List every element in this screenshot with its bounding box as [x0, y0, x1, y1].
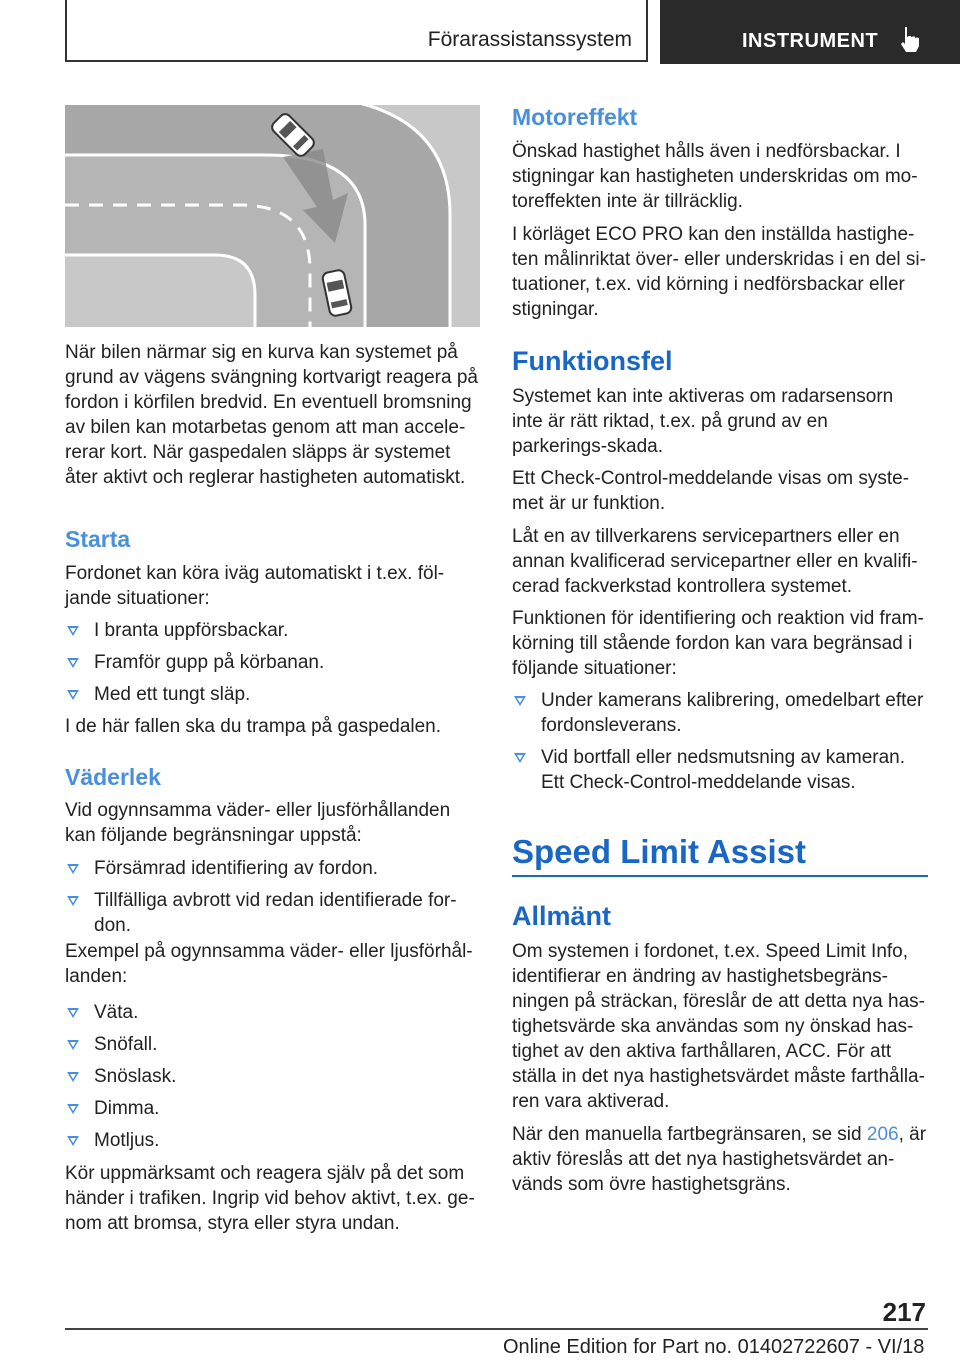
heading-funktionsfel: Funktionsfel — [512, 346, 673, 376]
footer-rule — [65, 1328, 928, 1330]
list-item: Väta. — [65, 1000, 480, 1025]
list-item: Snöfall. — [65, 1032, 480, 1057]
vaderlek-list — [65, 856, 480, 938]
triangle-bullet-icon — [514, 753, 526, 763]
intro-paragraph: När bilen närmar sig en kurva kan systemet på grund av vägens svängning kortvarigt reagera på fordon i körfilen bredvid. En eventuell bromsning av bilen kan motarbetas genom att man accele-rerar kort. När gaspedalen släpps är systemet åter aktivt och reglerar hastigheten automatiskt. — [65, 342, 478, 488]
starta-text: Fordonet kan köra iväg automatiskt i t.ex. föl-jande situationer: — [65, 563, 445, 609]
heading-speed-limit-assist: Speed Limit Assist — [512, 833, 807, 870]
triangle-bullet-icon — [67, 1072, 79, 1082]
triangle-bullet-icon — [67, 896, 79, 906]
triangle-bullet-icon — [67, 1008, 79, 1018]
heading-motoreffekt: Motoreffekt — [512, 104, 638, 130]
heading-vaderlek: Väderlek — [65, 764, 161, 790]
funktionsfel-list — [512, 688, 928, 795]
footer-edition: Online Edition for Part no. 01402722607 - VI/18 — [503, 1336, 925, 1358]
chapter-tab-label: INSTRUMENT — [742, 30, 879, 52]
section-title: Förarassistanssystem — [427, 28, 632, 51]
hand-pointer-icon — [896, 24, 926, 54]
funktionsfel-p1: Systemet kan inte aktiveras om radarsensorn inte är rätt riktad, t.ex. på grund av en parkerings-skada. — [512, 386, 894, 457]
funktionsfel-p3: Låt en av tillverkarens servicepartners eller en annan kvalificerad servicepartner eller en kvalifi-cerad fackverkstad kontrollera systemet. — [512, 526, 918, 597]
triangle-bullet-icon — [67, 1136, 79, 1146]
list-item: Försämrad identifiering av fordon. — [65, 856, 480, 881]
section-divider — [512, 875, 928, 877]
header-section-box — [65, 0, 648, 62]
heading-allmant: Allmänt — [512, 901, 612, 931]
vaderlek-text2: Exempel på ogynnsamma väder- eller ljusförhål-landen: — [65, 941, 473, 987]
motoreffekt-p1: Önskad hastighet hålls även i nedförsbackar. I stigningar kan hastigheten underskridas om mo-toreffekten inte är tillräcklig. — [512, 141, 918, 212]
chapter-tab[interactable] — [660, 0, 960, 64]
vaderlek-text: Vid ogynnsamma väder- eller ljusförhållanden kan följande begränsningar uppstå: — [65, 800, 451, 846]
triangle-bullet-icon — [67, 864, 79, 874]
list-item: Vid bortfall eller nedsmutsning av kameran. Ett Check-Control-meddelande visas. — [512, 745, 928, 795]
allmant-p2: När den manuella fartbegränsaren, se sid 206, är aktiv föreslås att det nya hastighetsvärdet an-vänds som övre hastighetsgräns. — [512, 1124, 927, 1195]
triangle-bullet-icon — [67, 1104, 79, 1114]
motoreffekt-p2: I körläget ECO PRO kan den inställda hastighe-ten målinriktat över- eller underskridas i en del si-tuationer, t.ex. vid körning i nedförsbackar eller stigningar. — [512, 224, 926, 320]
page-number: 217 — [882, 1297, 926, 1327]
starta-after: I de här fallen ska du trampa på gaspedalen. — [65, 716, 442, 737]
list-item: Med ett tungt släp. — [65, 682, 480, 707]
funktionsfel-p2: Ett Check-Control-meddelande visas om syste-met är ur funktion. — [512, 468, 910, 514]
page-reference-link[interactable]: 206 — [866, 1124, 899, 1145]
heading-starta: Starta — [65, 526, 131, 552]
list-item: Snöslask. — [65, 1064, 480, 1089]
allmant-p1: Om systemen i fordonet, t.ex. Speed Limit Info, identifierar en ändring av hastighetsbegräns-ningen på sträckan, föreslår de att detta nya has-tighetsvärde ska användas som ny önskad has-tighet av den aktiva farthållaren, ACC. För att ställa in det nya hastighetsvärdet måste farthålla-ren vara aktiverad. — [512, 941, 925, 1112]
triangle-bullet-icon — [514, 696, 526, 706]
vaderlek-after: Kör uppmärksamt och reagera själv på det som händer i trafiken. Ingrip vid behov aktivt, t.ex. ge-nom att bromsa, styra eller styra undan. — [65, 1163, 475, 1234]
vaderlek-list2 — [65, 1000, 480, 1153]
list-item: I branta uppförsbackar. — [65, 618, 480, 643]
list-item: Motljus. — [65, 1128, 480, 1153]
list-item: Under kamerans kalibrering, omedelbart efter fordonsleverans. — [512, 688, 928, 738]
list-item: Dimma. — [65, 1096, 480, 1121]
triangle-bullet-icon — [67, 1040, 79, 1050]
curve-illustration — [65, 105, 480, 327]
triangle-bullet-icon — [67, 658, 79, 668]
triangle-bullet-icon — [67, 626, 79, 636]
triangle-bullet-icon — [67, 690, 79, 700]
list-item: Framför gupp på körbanan. — [65, 650, 480, 675]
starta-list — [65, 618, 480, 707]
funktionsfel-p4: Funktionen för identifiering och reaktion vid fram-körning till stående fordon kan vara begränsad i följande situationer: — [512, 608, 924, 679]
list-item: Tillfälliga avbrott vid redan identifierade for-don. — [65, 888, 480, 938]
